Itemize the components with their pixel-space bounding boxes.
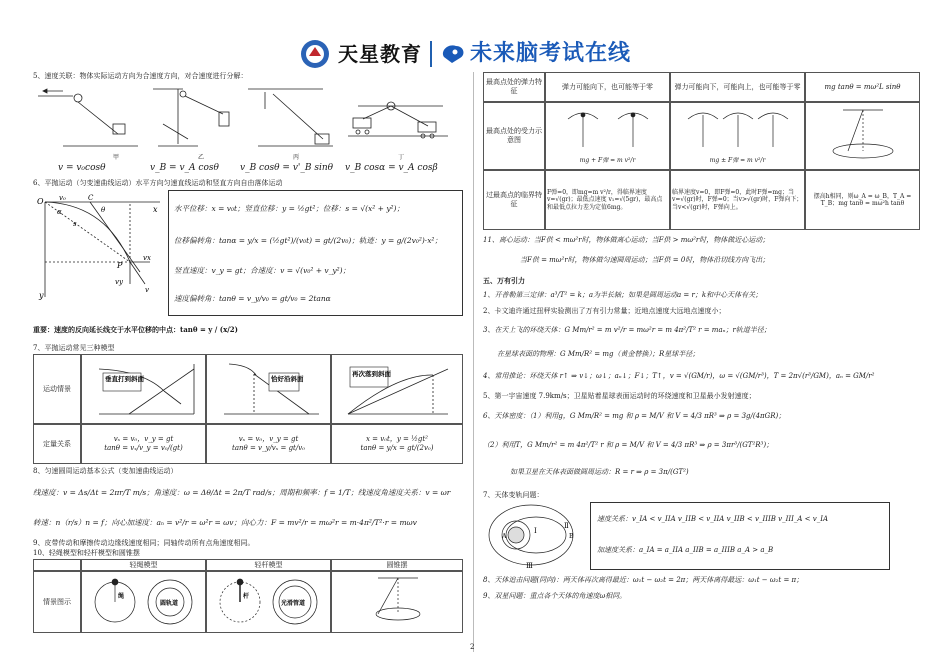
t-row2-c2-formula: mg ± F弹 = m v²/r [709,157,766,165]
t-row2-c1 [545,102,670,170]
s7-rel-1: vₓ = v₀，v_y = gt tanθ = vₓ/v_y = v₀/(gt) [81,424,206,464]
t-row2-c1-formula: mg + F弹 = m v²/r [579,157,636,165]
g-line-6c: 如果卫星在天体表面做圆周运动：R = r ⇒ ρ = 3π/(GT²) [510,468,689,476]
svg-text:Ⅰ: Ⅰ [534,527,537,535]
s7-rel-3: x = v₀t，y = ½gt² tanθ = y/x = gt/(2v₀) [331,424,463,464]
s10-row-label: 情景图示 [33,571,81,633]
svg-text:v₀: v₀ [59,194,66,202]
orbit-speed-relation: 速度关系：v_IA < v_IIA v_IIB < v_IIA v_IIB < v_IIIB v_III_A < v_IA [597,515,829,523]
s8-line-1: 线速度：v = Δs/Δt = 2πr/T m/s；角速度：ω = Δθ/Δt = 2π/T rad/s；周期和频率：f = 1/T；线速度角速度关系：v = ωr [33,488,451,497]
s10-header-empty [33,559,81,571]
s7-model-2 [206,354,331,424]
s10-rope-figures [81,571,206,633]
g-line-3b: 在星球表面的物理：G Mm/R² = mg（黄金替换）；R星球半径； [497,350,700,358]
page-number: 2 [470,643,475,651]
svg-text:Ⅱ: Ⅱ [564,522,569,530]
s10-header-rope: 轻绳模型 [81,559,206,571]
rope-model-figure [85,574,203,630]
g-line-2: 2、卡文迪许通过扭秤实验测出了万有引力常量；近地点速度大远地点速度小； [483,307,726,315]
s7-rel-2: vₓ = v₀，v_y = gt tanθ = v_y/vₓ = gt/v₀ [206,424,331,464]
s5-title: 5、速度关联：物体实际运动方向为合速度方向，对合速度进行分解： [33,72,248,80]
t-row1-c2: 弹力可能向下，可能向上，也可能等于零 [670,72,805,102]
gravity-section-title: 五、万有引力 [483,276,525,285]
svg-text:A: A [502,533,507,540]
orbit-transfer-diagram [486,500,586,570]
s10-title: 10、轻绳模型和轻杆模型和圆锥摆 [33,549,140,557]
t-row1-c3: mg tanθ = mω²L sinθ [805,72,920,102]
model-along-slope-figure [214,359,324,419]
t-row3-label: 过最高点的临界特征 [483,170,545,230]
header-separator [430,41,432,67]
g-line-1: 1、开普勒第三定律：a³/T² = k；a为半长轴；如果是圆周运动a = r；k和中心天体有关； [483,291,763,299]
brain-logo-icon [440,43,466,65]
rod-model-figure [210,574,328,630]
s5-formula-3: v_B cosθ = v'_B sinθ [240,163,334,173]
fig-ding [348,102,448,138]
s7-model-3 [331,354,463,424]
svg-text:杆: 杆 [242,593,249,600]
fig-jia [38,89,138,146]
s11-line-2: 当F供 = mω²r时，物体做匀速圆周运动；当F供 = 0时，物体沿切线方向飞出； [520,256,770,264]
g-line-8: 8、天体追击问题(同向)：两天体再次离得最近：ω₁t − ω₂t = 2π；两天体离得最远：ω₁t − ω₂t = π； [483,576,804,584]
brand-weilainao-text: 未来脑考试在线 [470,41,632,67]
brand-tianxing: 天星教育 [338,41,422,66]
fig-label-jia: 甲 [113,154,120,161]
svg-text:v: v [145,286,149,294]
s8-title: 8、匀速圆周运动基本公式（变加速曲线运动） [33,467,178,475]
page-header [300,38,690,70]
s10-header-rod: 轻杆模型 [206,559,331,571]
column-divider [473,72,474,652]
svg-text:Ⅲ: Ⅲ [526,562,533,570]
s6-line-3: 竖直速度：v_y = gt；合速度：v = √(v₀² + v_y²)； [174,266,351,275]
g-line-9: 9、双星问题：重点各个天体的角速度ω相同。 [483,592,627,600]
t-row1-c1: 弹力可能向下，也可能等于零 [545,72,670,102]
orbit-acc-relation: 加速度关系：a_IA = a_IIA a_IIB = a_IIIB a_A > a_B [597,546,774,554]
rod-force-diagram [683,107,793,157]
svg-text:垂直打到斜面: 垂直打到斜面 [104,375,144,383]
s6-line-2: 位移偏转角：tanα = y/x = (½gt²)/(v₀t) = gt/(2v₀)；轨迹：y = g/(2v₀²)·x²； [174,236,442,245]
svg-text:圆轨道: 圆轨道 [159,600,178,607]
s9-line: 9、皮带传动和摩擦传动边缘线速度相同；同轴传动所有点角速度相同。 [33,539,255,547]
g-line-4: 4、常用推论：环绕天体 r↑ ⇒ v↓；ω↓；aₙ↓；F↓；T↑，v = √(GM/r)，ω = √(GM/r³)，T = 2π√(r³/GM)，aₙ = GM/r² [483,372,875,380]
t-row2-label: 最高点处的受力示意图 [483,102,545,170]
svg-text:P: P [117,261,123,270]
g-line-3: 3、在天上飞的环绕天体：G Mm/r² = m v²/r = mω²r = m 4π²/T² r = maₙ；r轨道半径； [483,326,771,334]
svg-text:O: O [37,197,44,206]
t-row3-c2: 临界速度v=0，即F弹=0，此时F弹=mg；当v=√(gr)时，F弹=0；当v>√(gr)时，F弹向下；当v<√(gr)时，F弹向上。 [670,170,805,230]
brand-weilainao [440,40,631,68]
g-line-6: 6、天体密度：（1）利用g，G Mm/R² = mg 和 ρ = M/V 和 V = 4/3 πR³ ⇒ ρ = 3g/(4πGR)； [483,412,786,420]
rope-force-diagram [558,107,658,157]
g-line-7: 7、天体变轨问题： [483,491,544,499]
svg-text:恰好沿斜面: 恰好沿斜面 [270,375,303,383]
s7-row-label-scene: 运动情景 [33,354,81,424]
s10-cone-figures [331,571,463,633]
s6-line-1: 水平位移：x = v₀t；竖直位移：y = ½gt²；位移：s = √(x² + y²)； [174,204,404,213]
tianxing-logo-icon [300,39,330,69]
projectile-figure [35,192,165,302]
model-perpendicular-figure [89,359,199,419]
orbit-relations-box [590,502,890,570]
g-line-6b: （2）利用T，G Mm/r² = m 4π²/T² r 和 ρ = M/V 和 V = 4/3 πR³ ⇒ ρ = 3πr³/(GT²R³)； [483,441,774,449]
svg-text:s: s [73,220,77,228]
s5-formula-1: v = v₀cosθ [58,163,106,173]
svg-text:θ: θ [101,206,106,214]
s10-rod-figures [206,571,331,633]
svg-text:光滑管道: 光滑管道 [280,600,305,607]
t-row2-c3 [805,102,920,170]
svg-text:B: B [569,533,574,540]
fig-yi [153,89,229,146]
svg-text:α: α [57,208,62,216]
cone-force-diagram [813,106,913,166]
t-row1-label: 最高点处的弹力特征 [483,72,545,102]
t-row3-c1: F弹=0，即mg=m v²/r，得临界速度 v=√(gr)；最低点速度 v₁=√(5gr)，最高点和最低点拉力差为定值6mg。 [545,170,670,230]
fig-label-yi: 乙 [198,154,205,161]
fig-label-bing: 丙 [293,154,300,161]
s5-formula-4: v_B cosα = v_A cosβ [345,163,438,173]
svg-text:绳: 绳 [117,593,124,600]
svg-text:vy: vy [115,278,123,286]
model-land-again-figure [338,359,456,419]
s7-row-label-quant: 定量关系 [33,424,81,464]
s7-model-1 [81,354,206,424]
svg-text:x: x [153,205,158,214]
fig-label-ding: 丁 [398,154,405,161]
s6-title: 6、平抛运动（匀变速曲线运动）水平方向匀速直线运动和竖直方向自由落体运动 [33,179,283,187]
t-row2-c2 [670,102,805,170]
svg-text:再次落到斜面: 再次落到斜面 [352,370,391,378]
g-line-5: 5、第一宇宙速度 7.9km/s；卫星贴着星球表面运动时的环绕速度和卫星最小发射速度； [483,392,756,400]
s6-line-4: 速度偏转角：tanθ = v_y/v₀ = gt/v₀ = 2tanα [174,294,331,303]
velocity-decomposition-figures [33,84,453,166]
s5-formula-2: v_B = v_A cosθ [150,163,219,173]
svg-text:C: C [88,194,94,202]
conical-pendulum-figure [338,574,456,630]
s7-title: 7、平抛运动常见三种模型 [33,344,115,352]
s6-important-note: 重要：速度的反向延长线交于水平位移的中点：tanθ = y / (x/2) [33,325,238,334]
svg-text:y: y [39,291,44,300]
s8-line-2: 转速：n（r/s）n = f；向心加速度：aₙ = v²/r = ω²r = ωv；向心力：F = mv²/r = mω²r = m·4π²/T²·r = mωv [33,518,417,527]
fig-bing [248,89,333,146]
svg-text:vx: vx [143,254,151,262]
s11-line-1: 11、离心运动：当F供 < mω²r时，物体做离心运动；当F供 > mω²r时，物体做近心运动； [483,236,770,244]
t-row3-c3: 摆高h相同，则ω_A = ω_B，T_A = T_B；mg tanθ = mω²h tanθ [805,170,920,230]
s10-header-cone: 圆锥摆 [331,559,463,571]
